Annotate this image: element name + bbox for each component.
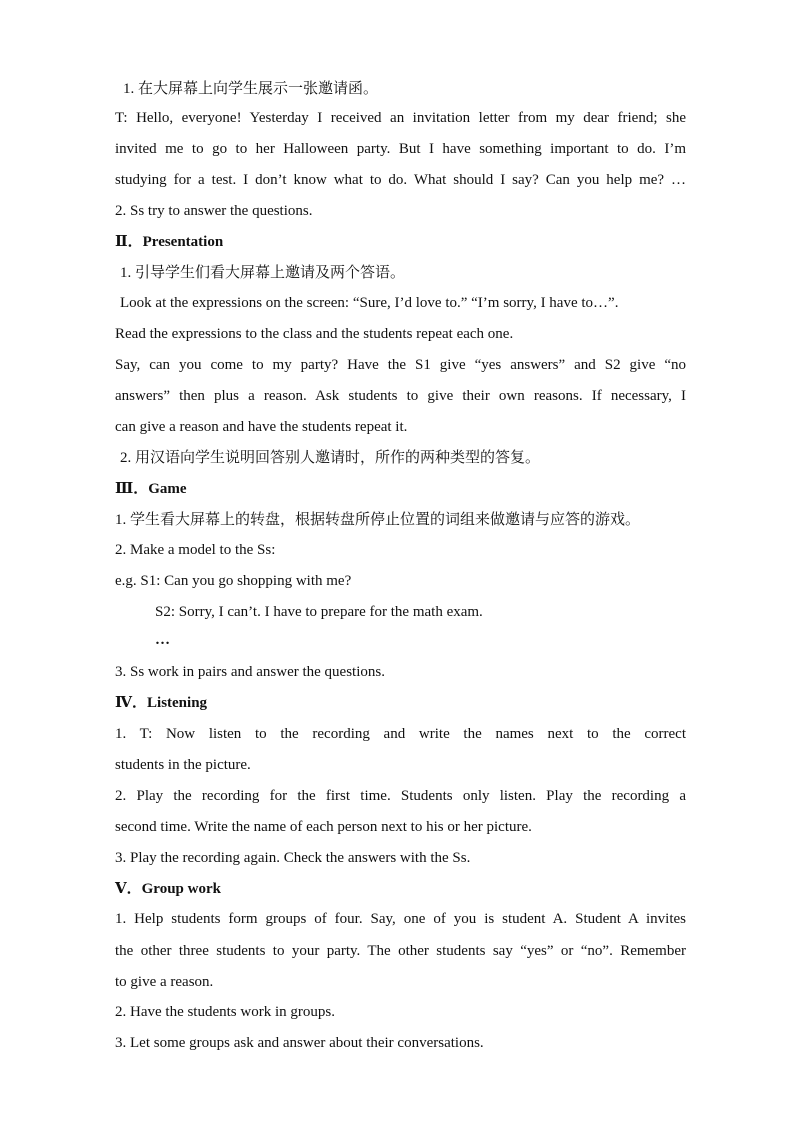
heading-group-work: Ⅴ．Group work xyxy=(115,881,221,897)
presentation-expressions: Look at the expressions on the screen: “Sure, I’d love to.” “I’m sorry, I have to…”. xyxy=(120,295,619,311)
game-step-3: 3. Ss work in pairs and answer the questions. xyxy=(115,664,385,680)
presentation-say-line-1: Say, can you come to my party? Have the S1 give “yes answers” and S2 give “no xyxy=(115,357,686,373)
heading-listening: Ⅳ．Listening xyxy=(115,695,208,711)
game-example-s2: S2: Sorry, I can’t. I have to prepare for the math exam. xyxy=(155,604,483,620)
group-work-step-3: 3. Let some groups ask and answer about their conversations. xyxy=(115,1035,484,1051)
heading-presentation: Ⅱ．Presentation xyxy=(115,234,224,250)
group-work-step-2: 2. Have the students work in groups. xyxy=(115,1004,335,1020)
presentation-say-line-3: can give a reason and have the students repeat it. xyxy=(115,419,408,435)
listening-step-2: 2. Play the recording for the first time. Students only listen. Play the recording a xyxy=(115,788,686,804)
intro-step-2: 2. Ss try to answer the questions. xyxy=(115,203,313,219)
game-step-2: 2. Make a model to the Ss: xyxy=(115,542,276,558)
intro-step-1: 1. 在大屏幕上向学生展示一张邀请函。 xyxy=(123,81,379,97)
listening-step-1: 1. T: Now listen to the recording and write the names next to the correct xyxy=(115,726,686,742)
teacher-line-1: T: Hello, everyone! Yesterday I received an invitation letter from my dear friend; she xyxy=(115,110,686,126)
presentation-step-2: 2. 用汉语向学生说明回答别人邀请时，所作的两种类型的答复。 xyxy=(120,450,541,466)
listening-step-2-cont: second time. Write the name of each person next to his or her picture. xyxy=(115,819,532,835)
listening-step-1-cont: students in the picture. xyxy=(115,757,251,773)
game-example-ellipsis: … xyxy=(155,632,170,648)
listening-step-3: 3. Play the recording again. Check the answers with the Ss. xyxy=(115,850,471,866)
teacher-line-2: invited me to go to her Halloween party. But I have something important to do. I’m xyxy=(115,141,686,157)
game-example-s1: e.g. S1: Can you go shopping with me? xyxy=(115,573,352,589)
group-work-step-1: 1. Help students form groups of four. Say, one of you is student A. Student A invites xyxy=(115,911,686,927)
presentation-step-1: 1. 引导学生们看大屏幕上邀请及两个答语。 xyxy=(120,265,406,281)
presentation-say-line-2: answers” then plus a reason. Ask students to give their own reasons. If necessary, I xyxy=(115,388,686,404)
game-step-1: 1. 学生看大屏幕上的转盘，根据转盘所停止位置的词组来做邀请与应答的游戏。 xyxy=(115,512,641,528)
group-work-step-1-end: to give a reason. xyxy=(115,974,214,990)
presentation-read-line: Read the expressions to the class and the students repeat each one. xyxy=(115,326,514,342)
group-work-step-1-cont: the other three students to your party. The other students say “yes” or “no”. Remember xyxy=(115,943,686,959)
heading-game: Ⅲ．Game xyxy=(115,481,187,497)
teacher-line-3: studying for a test. I don’t know what to do. What should I say? Can you help me? … xyxy=(115,172,686,188)
